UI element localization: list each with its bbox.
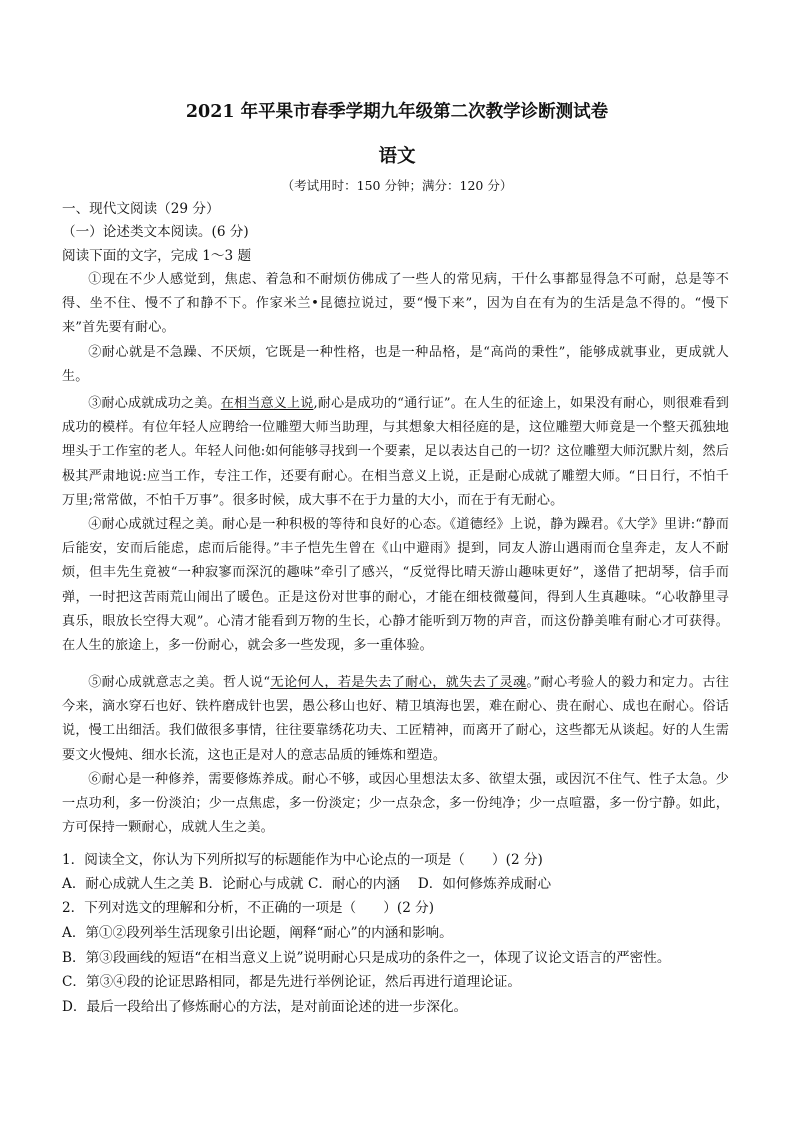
paragraph-5 <box>62 671 729 768</box>
underlined-phrase: 在相当意义上说 <box>220 396 314 411</box>
paragraph-3-lead: ③耐心成就成功之美。 <box>88 396 221 411</box>
paragraph-5-lead: ⑤耐心成就意志之美。哲人说“ <box>88 675 271 690</box>
paragraph-6: ⑥耐心是一种修养，需要修炼养成。耐心不够，或因心里想法太多、欲望太强，或因沉不住气、性子太急。少一点功利，多一份淡泊；少一点焦虑，多一份淡定；少一点杂念，多一份纯净；少一点喧嚣，多一份宁静。如此，方可保持一颗耐心，成就人生之美。 <box>62 772 729 836</box>
question-2: 2．下列对选文的理解和分析，不正确的一项是（ ）(2 分) <box>62 900 435 916</box>
paragraph-2: ②耐心就是不急躁、不厌烦，它既是一种性格，也是一种品格，是“高尚的秉性”，能够成就事业，更成就人生。 <box>62 345 729 385</box>
question-2-option-c: C．第③④段的论证思路相同，都是先进行举例论证，然后再进行道理论证。 <box>62 974 521 990</box>
question-1: 1．阅读全文，你认为下列所拟写的标题能作为中心论点的一项是（ ）(2 分) <box>62 852 543 868</box>
question-2-option-b: B．第③段画线的短语“在相当意义上说”说明耐心只是成功的条件之一，体现了议论文语言的严密性。 <box>62 950 671 966</box>
question-2-option-d: D．最后一段给出了修炼耐心的方法，是对前面论述的进一步深化。 <box>62 999 468 1015</box>
reading-instruction: 阅读下面的文字，完成 1～3 题 <box>62 248 252 264</box>
underlined-quote: 无论何人，若是失去了耐心，就失去了灵魂 <box>270 675 527 690</box>
section-subheading: （一）论述类文本阅读。(6 分) <box>62 224 249 240</box>
paragraph-4: ④耐心成就过程之美。耐心是一种积极的等待和良好的心态。《道德经》上说，静为躁君。《大学》里讲:“静而后能安，安而后能虑，虑而后能得。”丰子恺先生曾在《山中避雨》提到，同友人游山遇雨而仓皇奔走，友人不耐烦，但丰先生竟被“一种寂寥而深沉的趣味”牵引了感兴，“反觉得比晴天游山趣味更好”，遂借了把胡琴，信手而弹，一时把这苦雨荒山闹出了暖色。正是这份对世事的耐心，才能在细枝微蔓间，得到人生真趣味。“心收静里寻真乐，眼放长空得大观”。心清才能看到万物的生长，心静才能听到万物的声音，而这份静美唯有耐心才可获得。在人生的旅途上，多一份耐心，就会多一些发现，多一重体验。 <box>62 517 729 654</box>
paragraph-3-rest: ,耐心是成功的“通行证”。在人生的征途上，如果没有耐心，则很难看到成功的模样。有位年轻人应聘给一位雕塑大师当助理，与其想象大相径庭的是，这位雕塑大师竟是一个整天孤独地埋头于工作室的老人。年轻人问他:如何能够寻找到一个要素，足以表达自己的一切？这位雕塑大师沉默片刻，然后极其严肃地说:应当工作，专注工作，还要有耐心。在相当意义上说，正是耐心成就了雕塑大师。“日日行，不怕千万里;常常做，不怕千万事”。很多时候，成大事不在于力量的大小，而在于有无耐心。 <box>62 396 730 508</box>
paragraph-3 <box>62 392 729 513</box>
section-heading: 一、现代文阅读（29 分） <box>62 201 220 217</box>
exam-info: （考试用时：150 分钟；满分：120 分） <box>281 178 513 193</box>
question-1-options: A．耐心成就人生之美 B．论耐心与成就 C．耐心的内涵 D．如何修炼养成耐心 <box>62 876 552 892</box>
exam-title: 2021 年平果市春季学期九年级第二次教学诊断测试卷 <box>185 102 609 122</box>
paragraph-1: ①现在不少人感觉到，焦虑、着急和不耐烦仿佛成了一些人的常见病，干什么事都显得急不可耐，总是等不得、坐不住、慢不了和静不下。作家米兰•昆德拉说过，要“慢下来”，因为自在有为的生活是急不得的。“慢下来”首先要有耐心。 <box>62 272 729 336</box>
subject-title: 语文 <box>378 146 416 167</box>
paragraph-5-rest: 。”耐心考验人的毅力和定力。古往今来，滴水穿石也好、铁杵磨成针也罢，愚公移山也好、精卫填海也罢，难在耐心、贵在耐心、成也在耐心。俗话说，慢工出细活。我们做很多事情，往往要靠绣花功夫、工匠精神，而离开了耐心，这些都无从谈起。好的人生需要文火慢炖、细水长流，这也正是对人的意志品质的锤炼和塑造。 <box>62 675 729 763</box>
question-2-option-a: A．第①②段列举生活现象引出论题，阐释“耐心”的内涵和影响。 <box>62 925 453 941</box>
